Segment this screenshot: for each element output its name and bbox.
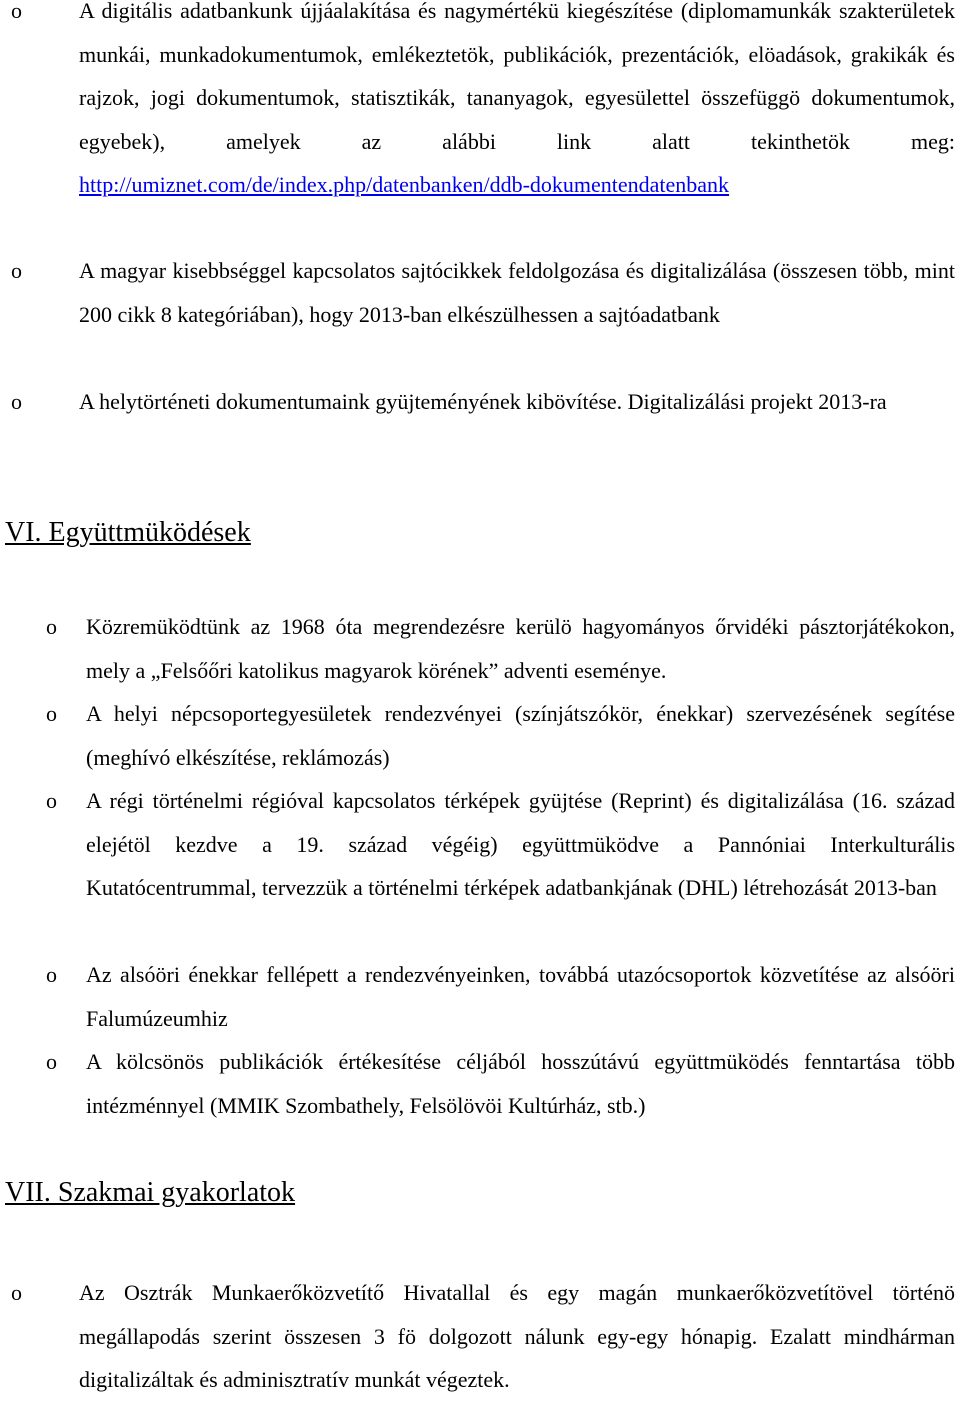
list-bullet: o	[11, 389, 22, 414]
section-heading-text: VII. Szakmai gyakorlatok	[5, 1177, 296, 1208]
list-bullet: o	[11, 258, 22, 283]
list-item	[46, 779, 955, 910]
list-item	[11, 1271, 955, 1402]
list-bullet: o	[46, 962, 57, 987]
list-bullet: o	[46, 1049, 57, 1074]
section-heading-internships	[5, 1176, 295, 1210]
list-item-text: A magyar kisebbséggel kapcsolatos sajtócikkek feldolgozása és digitalizálása (összesen több, mint 200 cikk 8 kategóriában), hogy 2013-ban elkészülhessen a sajtóadatbank	[79, 258, 955, 327]
list-item-text: A régi történelmi régióval kapcsolatos térképek gyüjtése (Reprint) és digitalizálása (16. század elejétöl kezdve a 19. század végéig) együttmüködve a Pannóniai Interkulturális Kutatócentrummal, tervezzük a történelmi térképek adatbankjának (DHL) létrehozását 2013-ban	[86, 788, 955, 900]
list-bullet: o	[11, 1280, 22, 1305]
list-bullet: o	[46, 788, 57, 813]
list-item	[11, 249, 955, 336]
list-bullet: o	[11, 0, 22, 23]
list-item-body: A digitális adatbankunk újjáalakítása és nagymértékü kiegészítése (diplomamunkák szakterületek munkái, munkadokumentumok, emlékeztetök, publikációk, prezentációk, elöadások, grakikák és rajzok, jogi dokumentumok, statisztikák, tananyagok, egyesülettel összefüggö dokumentumok, egyebek), amelyek az alábbi link alatt tekinthetök meg:	[79, 0, 955, 154]
list-bullet: o	[46, 701, 57, 726]
list-item	[46, 605, 955, 692]
list-item	[46, 953, 955, 1040]
section-heading-cooperations	[5, 516, 251, 550]
section-heading-text: VI. Együttmüködések	[5, 517, 251, 548]
list-item-text: A helytörténeti dokumentumaink gyüjteményének kibövítése. Digitalizálási projekt 2013-ra	[79, 389, 887, 414]
list-item-text: A kölcsönös publikációk értékesítése céljából hosszútávú együttmüködés fenntartása több intézménnyel (MMIK Szombathely, Felsölövöi Kultúrház, stb.)	[86, 1049, 955, 1118]
list-item	[46, 1040, 955, 1127]
list-item-text: Az Osztrák Munkaerőközvetítő Hivatallal és egy magán munkaerőközvetítövel történö megállapodás szerint összesen 3 fö dolgozott nálunk egy-egy hónapig. Ezalatt mindhárman digitalizáltak és adminisztratív munkát végeztek.	[79, 1280, 955, 1392]
list-item	[11, 0, 955, 207]
list-item	[46, 692, 955, 779]
database-link[interactable]: http://umiznet.com/de/index.php/datenbanken/ddb-dokumentendatenbank	[79, 172, 730, 197]
list-item-text	[79, 0, 955, 207]
list-item	[11, 380, 955, 424]
list-item-text: Az alsóöri énekkar fellépett a rendezvényeinken, továbbá utazócsoportok közvetítése az alsóöri Falumúzeumhiz	[86, 962, 955, 1031]
list-item-text: Közremüködtünk az 1968 óta megrendezésre kerülö hagyományos őrvidéki pásztorjátékokon, mely a „Felsőőri katolikus magyarok körének” adventi eseménye.	[86, 614, 955, 683]
list-item-text: A helyi népcsoportegyesületek rendezvényei (színjátszókör, énekkar) szervezésének segítése (meghívó elkészítése, reklámozás)	[86, 701, 955, 770]
list-bullet: o	[46, 614, 57, 639]
